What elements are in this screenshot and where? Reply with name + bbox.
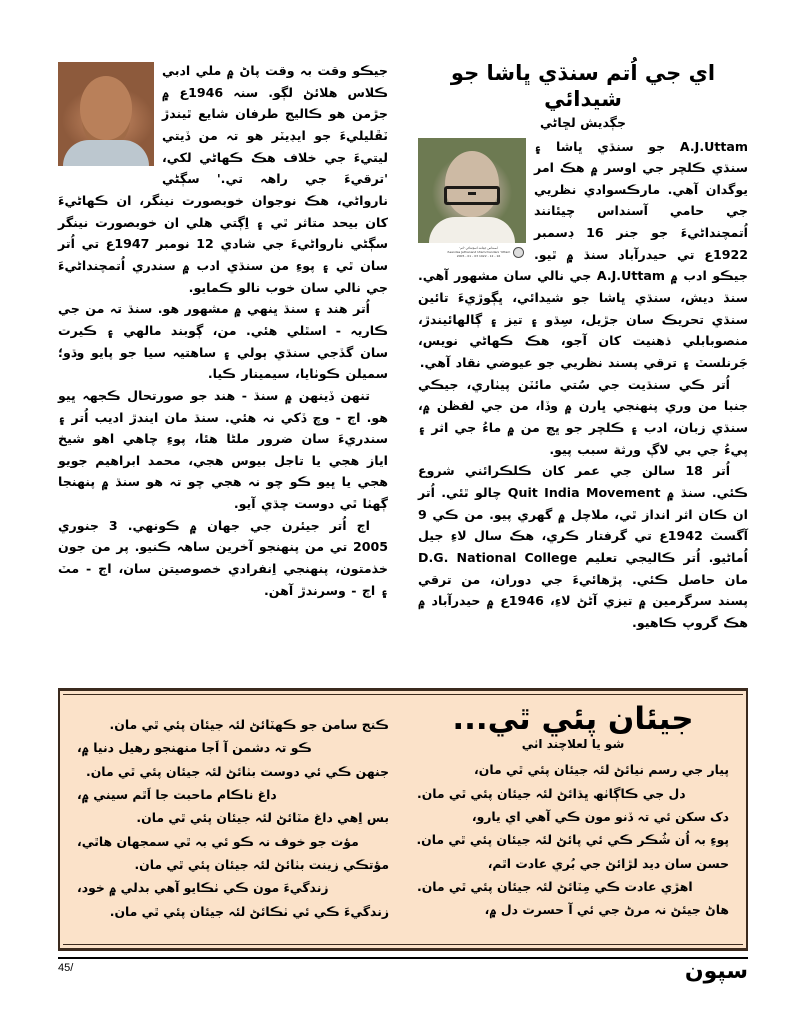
poem-line: ڪنج سامن جو ڪھٽائڻ لئہ جيئان پئي ٿي مان. (109, 717, 389, 732)
poem-line: حسن سان ديد لڙائڻ جي بُري عادت اٿم، (487, 855, 729, 871)
eyeglasses-shape (444, 186, 500, 205)
poem-line: زندگيءَ ڪي ئي ٺڪائڻ لئہ جيئان پئي ٿي مان. (109, 903, 389, 919)
portrait-face-shape (80, 76, 132, 140)
page-number: 45/ (58, 962, 74, 974)
poem-box (58, 688, 748, 951)
poem-line: مؤت جو خوف نہ ڪو ئي بہ ٿي سمجهان ھاٿي، (77, 833, 359, 849)
poem-line: داغ ناڪام ماحبت جا اَٿم سيني ۾، (77, 786, 277, 802)
article-region (58, 60, 748, 675)
article-paragraph: اُتر 18 سالن جي عمر کان ڪلڪرائني شروع ڪئي. سنڌ ۾ Quit India Movement چالو ٿئي. اُتر ان ڪان اثر انداز ٿي، ملاچل ۾ گھري پيو. من ڪي 9 آگسٽ 1942ع تي گرفتار ڪري، ھڪ سال لاءِ جيل اُماڻيو. اُتر ڪاليجي تعليم D.G. National College مان حاصل ڪئي. پڙھائيءَ جي دوران، من ترقي پسند سرگرمين ۾ تيزي آڻڻ لاءِ، 1946ع ۾ حيدرآباد ۾ ھڪ گروپ ڪاھيو. (418, 463, 749, 630)
poem-line: بس اِھي داغ مٽائڻ لئہ جيئان پئي ٿي مان. (136, 810, 389, 826)
article-paragraph: اُتر ھند ۽ سنڌ ڀنھي ۾ مشهور ھو. سنڌ تہ من جي ڪاريہ - اسٿلي ھئي. من، ڳوبند مالھي ۽ ڪيرت سان گڏجي سنڌي ٻولي ۽ ساھتيہ سيا جو پايو وڌو؛ سميلن ڪوٺايا، سيمينار ڪيا. (58, 301, 388, 382)
poem-line: مؤتڪي زينت بٺائڻ لئہ جيئان پئي ٿي مان. (134, 856, 389, 872)
page-title: اي جي اُتم سنڌي ڀاشا جو شيدائي (450, 61, 716, 112)
poem-title: جيئان پئي ٿي... (452, 701, 694, 737)
portrait-photo-secondary (58, 62, 154, 166)
poem-line: ڪو تہ دشمن آ اَجا منهنجو رھيل دنيا ۾، (77, 740, 312, 756)
magazine-name: سپون (684, 959, 748, 984)
portrait-caption-line-1: اسنداس جيئانند اتمچنداڻي 'اتم' (459, 245, 498, 250)
portrait-face-shape (445, 151, 499, 217)
poem-line: پيار جي رسم نيائڻ لئہ جيئان پئي ٿي مان، (474, 762, 729, 778)
article-paragraph: A.J.Uttam جو سنڌي ڀاشا ۽ سنڌي ڪلچر جي اوسر ۾ ھڪ امر يوگدان آھي. مارڪسوادي نظريي جي حامي آسنداس چيئانند اُتمچنداڻيءَ جو جنر 16 ڊسمبر 1922ع تي حيدرآباد سنڌ ۾ ٿيو. جيڪو ادب ۾ A.J.Uttam جي نالي سان مشهور آھي. سنڌ ديش، سنڌي ڀاشا جو شيدائي، ڀڳوڙيءَ تائين سنڌي تحريڪ سان جڙيل، سِڌو ۽ تيز ۽ ڳالھائيندڙ، منصوبابلي ذهنيت کان آجو، ھڪ ڪهاڻي نويس، جَرنلسٽ ۽ ترقي پسند نظريي جو عيوضي نقاد آھي. (418, 138, 748, 371)
poem-column-right (403, 695, 743, 944)
article-paragraph: تنهن ڏينهن ۾ سنڌ - ھند جو صورتحال ڪجھہ ڀيو ھو. اڄ - وچ ڏکي نہ ھئي. سنڌ مان ايندڙ اديب اُتر ۽ سندريءَ سان ضرور ملڻا ھئا، پوءِ چاھي اھو شيخ اياز ھجي يا تاجل بيوس ھجي، محمد ابراهيم جويو ھجي يا ڀيو ڪو چو نہ ھجي چو تہ ھو سنڌ ۾ پنهنجا ڳهٺا ٿي دوست چڌي آيو. (58, 387, 388, 512)
portrait-shirt-shape (429, 217, 515, 243)
poem-line: زندگيءَ مون ڪي ٺڪايو آھي بدلي ۾ خود، (77, 880, 329, 896)
poem-line: دک سکن ئي تہ ڏنو مون ڪي آھي اي يارو، (471, 809, 729, 825)
poem-author: شو يا لعلاچند اٺي (521, 737, 625, 752)
poem-line: جنهن ڪي ئي دوست بٺائڻ لئہ جيئان پئي ٿي مان. (86, 763, 389, 779)
article-column-left (58, 60, 388, 675)
portrait-photo-uttam (418, 138, 526, 243)
article-byline: جڳديش لڇاڻي (540, 114, 626, 130)
poem-box-inner (63, 694, 743, 945)
article-paragraph: اُتر ڪي سنڌيت جي سُتي مائٽن پيٺاري، جيڪي جنبا من وري پنهنجي ڀارن ۾ وڏا، من جي لفظن ۾، سنڌي زبان، ادب ۽ ڪلچر جو ڀڄ من ۾ ماءُ جي اثر ۽ پيءُ جي بي لاڳ ورثة سبب پيو. (418, 376, 748, 457)
portrait-caption-line-3: 16 - 12 - 1922 03 - 01 - 2005 (456, 253, 501, 258)
portrait-caption-block (418, 245, 526, 261)
poem-line: پوءِ بہ اُن شُڪر ڪي ئي پائڻ لئہ جيئان پئي ٿي مان. (416, 832, 729, 848)
poem-line: اھڙي عادت ڪي مِٽائڻ لئہ جيئان پئي ٿي مان. (417, 879, 693, 895)
poem-line: دل جي ڪاڳاٺھ ڀڌائڻ لئہ جيئان پئي ٿي مان. (417, 785, 686, 801)
article-column-right (418, 60, 748, 675)
article-paragraph: اڄ اُتر جيئرن جي جهان ۾ ڪونهي. 3 جنوري 2005 تي من پنهنجو آخرين ساھہ ڪنيو. پر من جون خذمتون، پنهنجي اِنفرادي خصوصيتن سان، اڄ - مٽ ۽ اڄ - وسرندڙ آھن. (58, 517, 388, 598)
portrait-shirt-shape (63, 140, 149, 166)
page-footer (58, 957, 748, 989)
portrait-caption-line-2: Asandas Jethanand Utamchandani 'Uttam' (446, 249, 511, 254)
poem-line: ھاڻ جيئڻ نہ مرڻ جي ئي آ حسرت دل ۾، (484, 902, 729, 918)
poem-column-left (63, 695, 403, 944)
article-paragraph: جيڪو وقت بہ وقت پاڻ ۾ ملي ادبي ڪلاس ھلائڻ لڳو. سنہ 1946ع ۾ جڙمن ھو ڪاليج طرفان شايع ٿيندڙ ٽڦليليءَ جو ايڊيٽر ھو تہ من ڏيتي ليتيءَ جي خلاف ھڪ ڪهاڻي لکي، 'ترقيءَ جي راھہ تي.' سڳڻي نارواڻي، ھڪ نوجوان خوبصورت نينگر، ان ڪهاڻيءَ کان بيحد متاثر ٿي ۽ اِڳتي ھلي ان خوبصورت نينگر سڳڻي نارواڻيءَ جي شادي 12 نومبر 1947ع تي اُتر سان ٿي ۽ پوءِ من سنڌي ادب ۾ سندري اُتمچنداڻيءَ جي نالي سان خوب نالو ڪمايو. (58, 63, 388, 295)
footer-divider (58, 957, 748, 959)
